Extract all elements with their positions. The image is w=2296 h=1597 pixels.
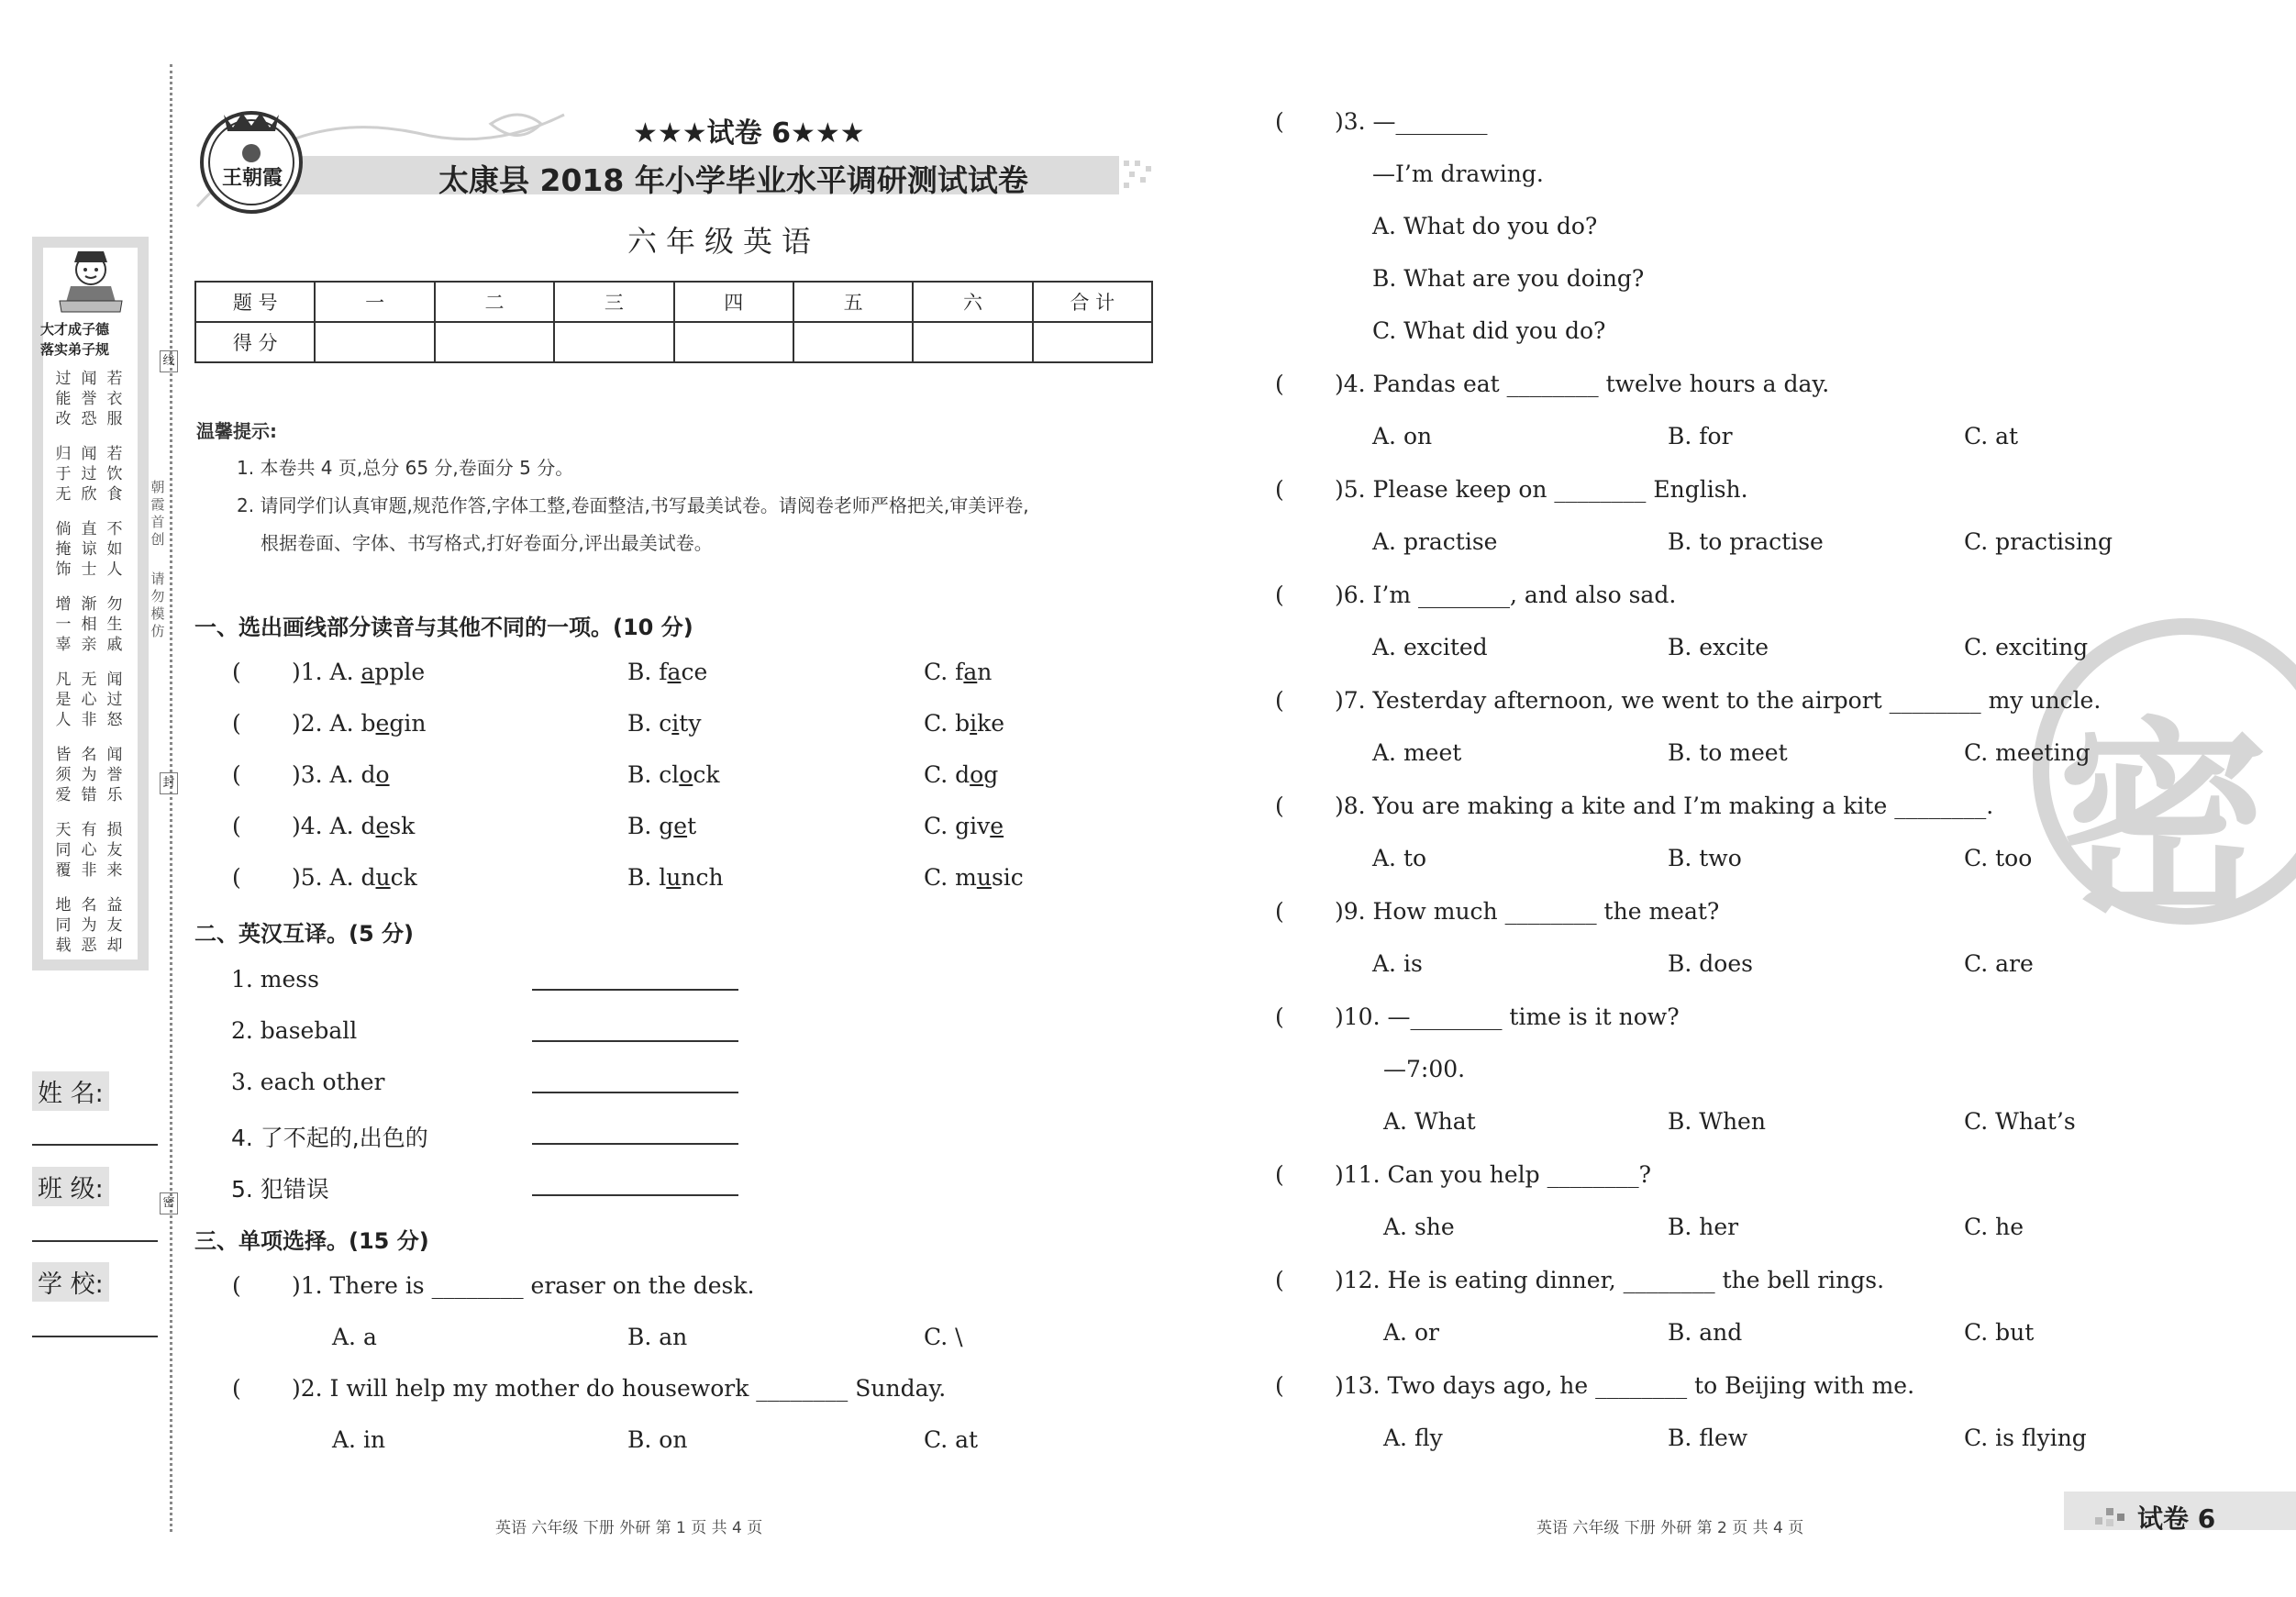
- answer-paren[interactable]: (: [1275, 476, 1284, 503]
- mc-option-c: C. \: [924, 1324, 963, 1350]
- exam-subject: 六年级英语: [627, 224, 821, 259]
- corner-exam-label: 试卷 6: [2137, 1503, 2216, 1534]
- mc-option-c: C. but: [1964, 1319, 2035, 1346]
- answer-paren[interactable]: (: [1275, 1161, 1284, 1188]
- class-label: 班 级:: [32, 1167, 109, 1206]
- mc-question-stem: )6. I’m ________, and also sad.: [1335, 582, 1677, 608]
- answer-paren[interactable]: (: [232, 1375, 241, 1402]
- mc-option-c: C. practising: [1964, 528, 2113, 555]
- secret-watermark-icon: [2030, 616, 2296, 927]
- notes-line-3: 根据卷面、字体、书写格式,打好卷面分,评出最美试卷。: [261, 532, 713, 554]
- mc-question-stem: )10. —________ time is it now?: [1335, 1004, 1680, 1030]
- motto-column: 闻誉恐: [81, 370, 97, 428]
- mc-option-a: A. What: [1383, 1108, 1476, 1135]
- vertical-note-original: 朝霞首创: [150, 479, 165, 548]
- s1-q5-b: B. lunch: [627, 864, 724, 891]
- s1-q2-a: )2. A. begin: [292, 710, 427, 737]
- motto-column: 皆须爱: [55, 746, 72, 804]
- motto-header-1: 大才成子德: [40, 321, 110, 338]
- binding-line: [170, 64, 172, 1532]
- answer-paren[interactable]: (: [1275, 898, 1284, 925]
- cut-mark-line: 线: [160, 350, 178, 372]
- motto-column: 益友却: [106, 896, 123, 955]
- mc-option-c: C. meeting: [1964, 739, 2091, 766]
- score-cell: 题 号: [195, 282, 315, 322]
- motto-grid: [53, 369, 127, 965]
- answer-paren[interactable]: (: [232, 659, 241, 685]
- motto-column: 闻过怒: [106, 671, 123, 729]
- mc-option-a: A. on: [1372, 423, 1433, 449]
- answer-paren[interactable]: (: [232, 813, 241, 839]
- answer-paren[interactable]: (: [1275, 108, 1284, 135]
- name-field[interactable]: [32, 1144, 158, 1146]
- mc-option-a: A. a: [332, 1324, 377, 1350]
- cut-mark-secret: 密: [160, 1192, 178, 1214]
- motto-header-2: 落实弟子规: [40, 341, 110, 358]
- name-label: 姓 名:: [32, 1071, 109, 1111]
- score-cell: 五: [793, 282, 913, 322]
- score-input-cell[interactable]: [554, 322, 673, 362]
- footer-page-2: 英语 六年级 下册 外研 第 2 页 共 4 页: [1536, 1519, 1804, 1537]
- mc-question-stem: )3. —________: [1335, 108, 1488, 135]
- score-table: [194, 281, 1153, 363]
- footer-page-1: 英语 六年级 下册 外研 第 1 页 共 4 页: [495, 1519, 763, 1537]
- mc-option-c: C. is flying: [1964, 1425, 2087, 1451]
- answer-paren[interactable]: (: [232, 864, 241, 891]
- motto-column: 天同覆: [55, 821, 72, 880]
- mc-option-b: B. to practise: [1668, 528, 1824, 555]
- motto-column: 若衣服: [106, 370, 123, 428]
- mc-option-c: C. What’s: [1964, 1108, 2076, 1135]
- score-cell: 一: [315, 282, 434, 322]
- motto-column: 若饮食: [106, 445, 123, 504]
- motto-column: 损友来: [106, 821, 123, 880]
- mc-option-b: B. for: [1668, 423, 1733, 449]
- translation-item: 1. mess: [231, 966, 319, 993]
- mc-option-b: B. excite: [1668, 634, 1769, 660]
- mc-question-stem: )9. How much ________ the meat?: [1335, 898, 1720, 925]
- answer-paren[interactable]: (: [1275, 371, 1284, 397]
- class-field[interactable]: [32, 1240, 158, 1242]
- answer-paren[interactable]: (: [1275, 1372, 1284, 1399]
- s1-q1-a: )1. A. apple: [292, 659, 426, 685]
- score-cell: 二: [435, 282, 554, 322]
- score-cell: 得 分: [195, 322, 315, 362]
- score-input-cell[interactable]: [913, 322, 1032, 362]
- score-table-score-row: [195, 322, 1152, 362]
- s1-q2-b: B. city: [627, 710, 702, 737]
- watermark-char: 密: [2058, 701, 2269, 927]
- mc-option-c: C. exciting: [1964, 634, 2089, 660]
- score-cell: 四: [674, 282, 793, 322]
- mc-option-c: C. too: [1964, 845, 2033, 871]
- exam-series-label: ★★★试卷 6★★★: [633, 117, 865, 150]
- s1-q3-c: C. dog: [924, 761, 999, 788]
- translation-answer-line[interactable]: [532, 989, 738, 991]
- mc-option-b: B. What are you doing?: [1372, 265, 1645, 292]
- mc-option-a: A. or: [1383, 1319, 1439, 1346]
- translation-item: 4. 了不起的,出色的: [231, 1125, 428, 1151]
- translation-answer-line[interactable]: [532, 1040, 738, 1042]
- score-input-cell[interactable]: [674, 322, 793, 362]
- school-field[interactable]: [32, 1336, 158, 1337]
- s1-q5-a: )5. A. duck: [292, 864, 417, 891]
- vertical-note-no-copy: 请勿模仿: [150, 571, 165, 639]
- score-input-cell[interactable]: [793, 322, 913, 362]
- notes-line-1: 1. 本卷共 4 页,总分 65 分,卷面分 5 分。: [237, 457, 574, 479]
- motto-column: 不如人: [106, 520, 123, 579]
- answer-paren[interactable]: (: [1275, 582, 1284, 608]
- mc-option-a: A. fly: [1383, 1425, 1443, 1451]
- motto-column: 地同载: [55, 896, 72, 955]
- brand-logo: [196, 105, 306, 216]
- s1-q3-b: B. clock: [627, 761, 720, 788]
- mc-option-a: A. excited: [1372, 634, 1488, 660]
- score-cell: 合 计: [1033, 282, 1152, 322]
- translation-answer-line[interactable]: [532, 1143, 738, 1145]
- mc-question-stem: )7. Yesterday afternoon, we went to the airport ________ my uncle.: [1335, 687, 2102, 714]
- answer-paren[interactable]: (: [1275, 1004, 1284, 1030]
- motto-column: 过能改: [55, 370, 72, 428]
- s1-q1-b: B. face: [627, 659, 708, 685]
- motto-column: 名为错: [81, 746, 97, 804]
- mc-option-b: B. her: [1668, 1214, 1739, 1240]
- mc-option-c: C. at: [924, 1426, 979, 1453]
- corner-dots-icon: [2093, 1504, 2132, 1530]
- score-input-cell[interactable]: [435, 322, 554, 362]
- mc-option-b: B. an: [627, 1324, 688, 1350]
- mc-question-stem: )8. You are making a kite and I’m making a kite ________.: [1335, 793, 1994, 819]
- mc-question-stem: )4. Pandas eat ________ twelve hours a day.: [1335, 371, 1830, 397]
- mc-option-c: C. he: [1964, 1214, 2024, 1240]
- section-1-title: 一、选出画线部分读音与其他不同的一项。(10 分): [194, 615, 693, 640]
- s1-q3-a: )3. A. do: [292, 761, 390, 788]
- mc-option-b: B. to meet: [1668, 739, 1788, 766]
- s1-q2-c: C. bike: [924, 710, 1005, 737]
- scholar-cartoon-icon: [50, 246, 131, 319]
- score-cell: 六: [913, 282, 1032, 322]
- exam-title: 太康县 2018 年小学毕业水平调研测试试卷: [438, 162, 1028, 198]
- section-2-title: 二、英汉互译。(5 分): [194, 921, 414, 947]
- score-cell: 三: [554, 282, 673, 322]
- mc-question-stem: )13. Two days ago, he ________ to Beijing with me.: [1335, 1372, 1915, 1399]
- mc-option-a: A. is: [1372, 950, 1423, 977]
- motto-column: 无心非: [81, 671, 97, 729]
- section-3-title: 三、单项选择。(15 分): [194, 1228, 429, 1254]
- mc-question-stem: )5. Please keep on ________ English.: [1335, 476, 1748, 503]
- translation-item: 5. 犯错误: [231, 1176, 329, 1203]
- motto-column: 归于无: [55, 445, 72, 504]
- mc-option-c: C. at: [1964, 423, 2019, 449]
- mc-option-a: A. in: [332, 1426, 386, 1453]
- s1-q4-b: B. get: [627, 813, 697, 839]
- answer-paren[interactable]: (: [1275, 1267, 1284, 1293]
- answer-paren[interactable]: (: [232, 761, 241, 788]
- motto-column: 勿生戚: [106, 595, 123, 654]
- answer-paren[interactable]: (: [1275, 793, 1284, 819]
- school-label: 学 校:: [32, 1262, 109, 1302]
- motto-column: 倘掩饰: [55, 520, 72, 579]
- score-input-cell[interactable]: [1033, 322, 1152, 362]
- mc-option-b: B. does: [1668, 950, 1753, 977]
- answer-paren[interactable]: (: [232, 710, 241, 737]
- mc-question-stem: )2. I will help my mother do housework ________ Sunday.: [292, 1375, 947, 1402]
- translation-answer-line[interactable]: [532, 1194, 738, 1196]
- mc-option-c: C. What did you do?: [1372, 317, 1606, 344]
- motto-column: 直谅士: [81, 520, 97, 579]
- score-table-header-row: [195, 282, 1152, 322]
- motto-column: 凡是人: [55, 671, 72, 729]
- s1-q4-c: C. give: [924, 813, 1004, 839]
- motto-column: 增一辜: [55, 595, 72, 654]
- mc-question-stem: )1. There is ________ eraser on the desk.: [292, 1272, 755, 1299]
- mc-option-a: A. she: [1383, 1214, 1455, 1240]
- notes-line-2: 2. 请同学们认真审题,规范作答,字体工整,卷面整洁,书写最美试卷。请阅卷老师严格把关,审美评卷,: [237, 494, 1029, 516]
- answer-paren[interactable]: (: [1275, 687, 1284, 714]
- dialogue-line: —I’m drawing.: [1372, 161, 1544, 187]
- mc-question-stem: )12. He is eating dinner, ________ the bell rings.: [1335, 1267, 1885, 1293]
- translation-answer-line[interactable]: [532, 1092, 738, 1093]
- mc-option-b: B. on: [627, 1426, 688, 1453]
- motto-column: 有心非: [81, 821, 97, 880]
- mc-option-c: C. are: [1964, 950, 2034, 977]
- motto-column: 渐相亲: [81, 595, 97, 654]
- mc-option-a: A. to: [1372, 845, 1427, 871]
- dialogue-line: —7:00.: [1383, 1056, 1466, 1082]
- mc-option-a: A. practise: [1372, 528, 1498, 555]
- motto-column: 闻誉乐: [106, 746, 123, 804]
- notes-heading: 温馨提示:: [196, 420, 277, 442]
- mc-option-a: A. meet: [1372, 739, 1462, 766]
- s1-q4-a: )4. A. desk: [292, 813, 416, 839]
- motto-column: 名为恶: [81, 896, 97, 955]
- motto-column: 闻过欣: [81, 445, 97, 504]
- logo-text: 王朝霞: [222, 167, 283, 190]
- mc-option-a: A. What do you do?: [1372, 213, 1598, 239]
- mc-option-b: B. and: [1668, 1319, 1743, 1346]
- score-input-cell[interactable]: [315, 322, 434, 362]
- mc-option-b: B. two: [1668, 845, 1742, 871]
- answer-paren[interactable]: (: [232, 1272, 241, 1299]
- s1-q1-c: C. fan: [924, 659, 993, 685]
- mc-option-b: B. flew: [1668, 1425, 1748, 1451]
- mc-question-stem: )11. Can you help ________?: [1335, 1161, 1652, 1188]
- mc-option-b: B. When: [1668, 1108, 1766, 1135]
- s1-q5-c: C. music: [924, 864, 1024, 891]
- translation-item: 3. each other: [231, 1069, 385, 1095]
- translation-item: 2. baseball: [231, 1017, 358, 1044]
- cut-mark-seal: 封: [160, 772, 178, 794]
